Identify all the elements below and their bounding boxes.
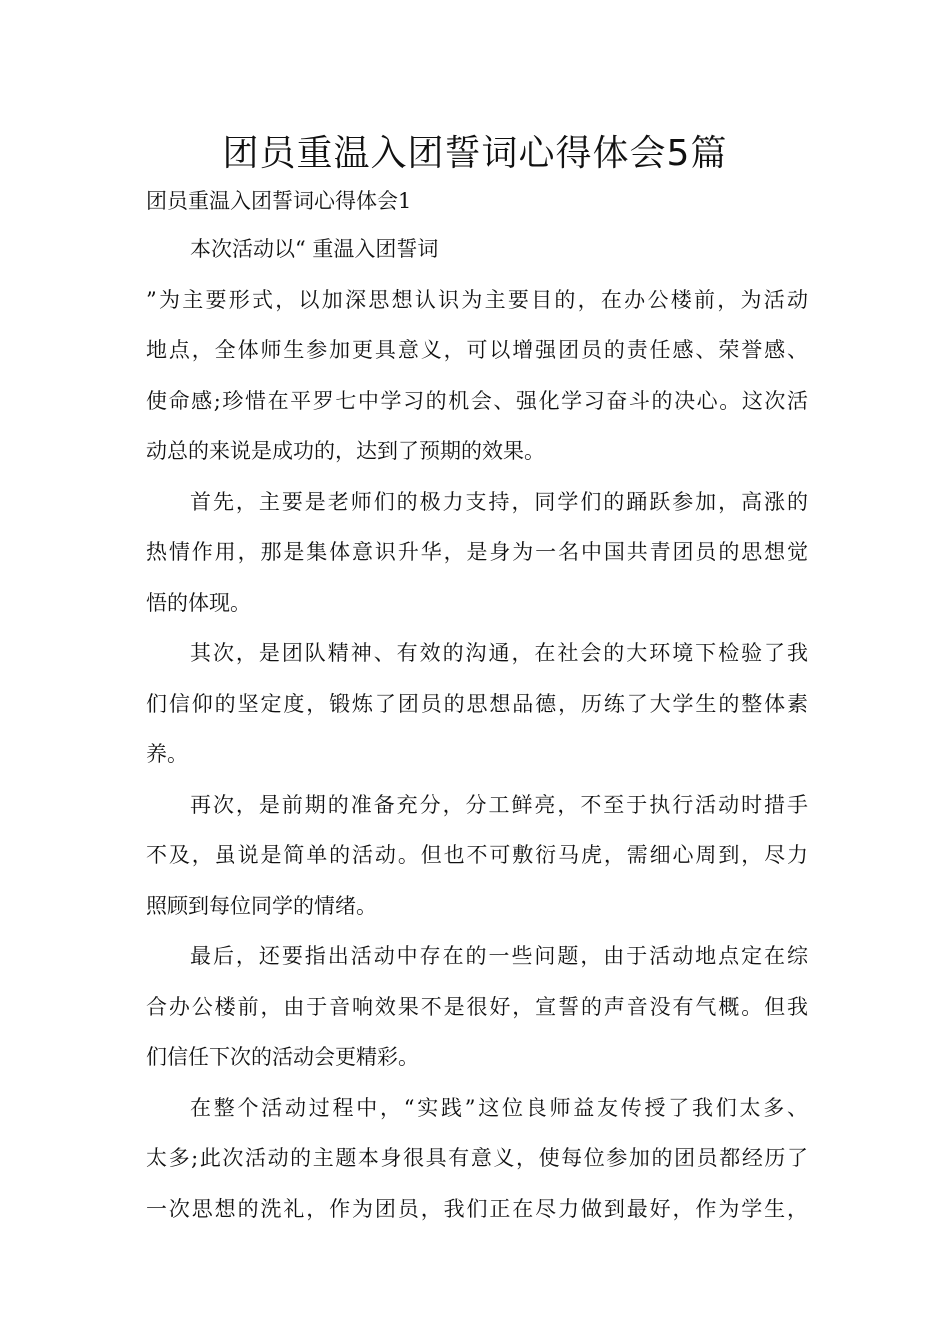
paragraph-line: 再次，是前期的准备充分，分工鲜亮，不至于执行活动时措手 xyxy=(190,792,808,817)
paragraph-line: 最后，还要指出活动中存在的一些问题，由于活动地点定在综 xyxy=(190,944,808,968)
paragraph-line: 照顾到每位同学的情绪。 xyxy=(146,893,377,918)
paragraph-line: 热情作用，那是集体意识升华，是身为一名中国共青团员的思想觉 xyxy=(146,540,808,564)
paragraph-line: ”为主要形式，以加深思想认识为主要目的，在办公楼前，为活动 xyxy=(146,287,808,312)
paragraph-line: 不及，虽说是简单的活动。但也不可敷衍马虎，需细心周到，尽力 xyxy=(146,843,808,867)
paragraph-line: 使命感;珍惜在平罗七中学习的机会、强化学习奋斗的决心。这次活 xyxy=(146,388,808,413)
paragraph-line: 动总的来说是成功的，达到了预期的效果。 xyxy=(146,439,545,463)
paragraph-line: 太多;此次活动的主题本身很具有意义，使每位参加的团员都经历了 xyxy=(146,1146,808,1170)
paragraph-line: 养。 xyxy=(146,742,188,766)
paragraph-line: 地点，全体师生参加更具意义，可以增强团员的责任感、荣誉感、 xyxy=(146,338,808,362)
paragraph-line: 们信任下次的活动会更精彩。 xyxy=(146,1045,419,1069)
paragraph-line: 其次，是团队精神、有效的沟通，在社会的大环境下检验了我 xyxy=(190,641,808,665)
paragraph-line: 一次思想的洗礼，作为团员，我们正在尽力做到最好，作为学生， xyxy=(146,1196,808,1221)
paragraph-line: 合办公楼前，由于音响效果不是很好，宣誓的声音没有气概。但我 xyxy=(146,994,808,1019)
paragraph-line: 在整个活动过程中，“实践”这位良师益友传授了我们太多、 xyxy=(190,1095,808,1120)
paragraph-line: 本次活动以“ 重温入团誓词 xyxy=(190,237,439,261)
paragraph-line: 们信仰的坚定度，锻炼了团员的思想品德，历练了大学生的整体素 xyxy=(146,691,808,716)
paragraph-line: 悟的体现。 xyxy=(146,590,251,615)
paragraph-line: 首先，主要是老师们的极力支持，同学们的踊跃参加，高涨的 xyxy=(190,489,808,514)
document-title: 团员重温入团誓词心得体会5篇 xyxy=(222,133,728,174)
section-subtitle: 团员重温入团誓词心得体会1 xyxy=(146,189,412,213)
document-body xyxy=(146,224,808,1234)
